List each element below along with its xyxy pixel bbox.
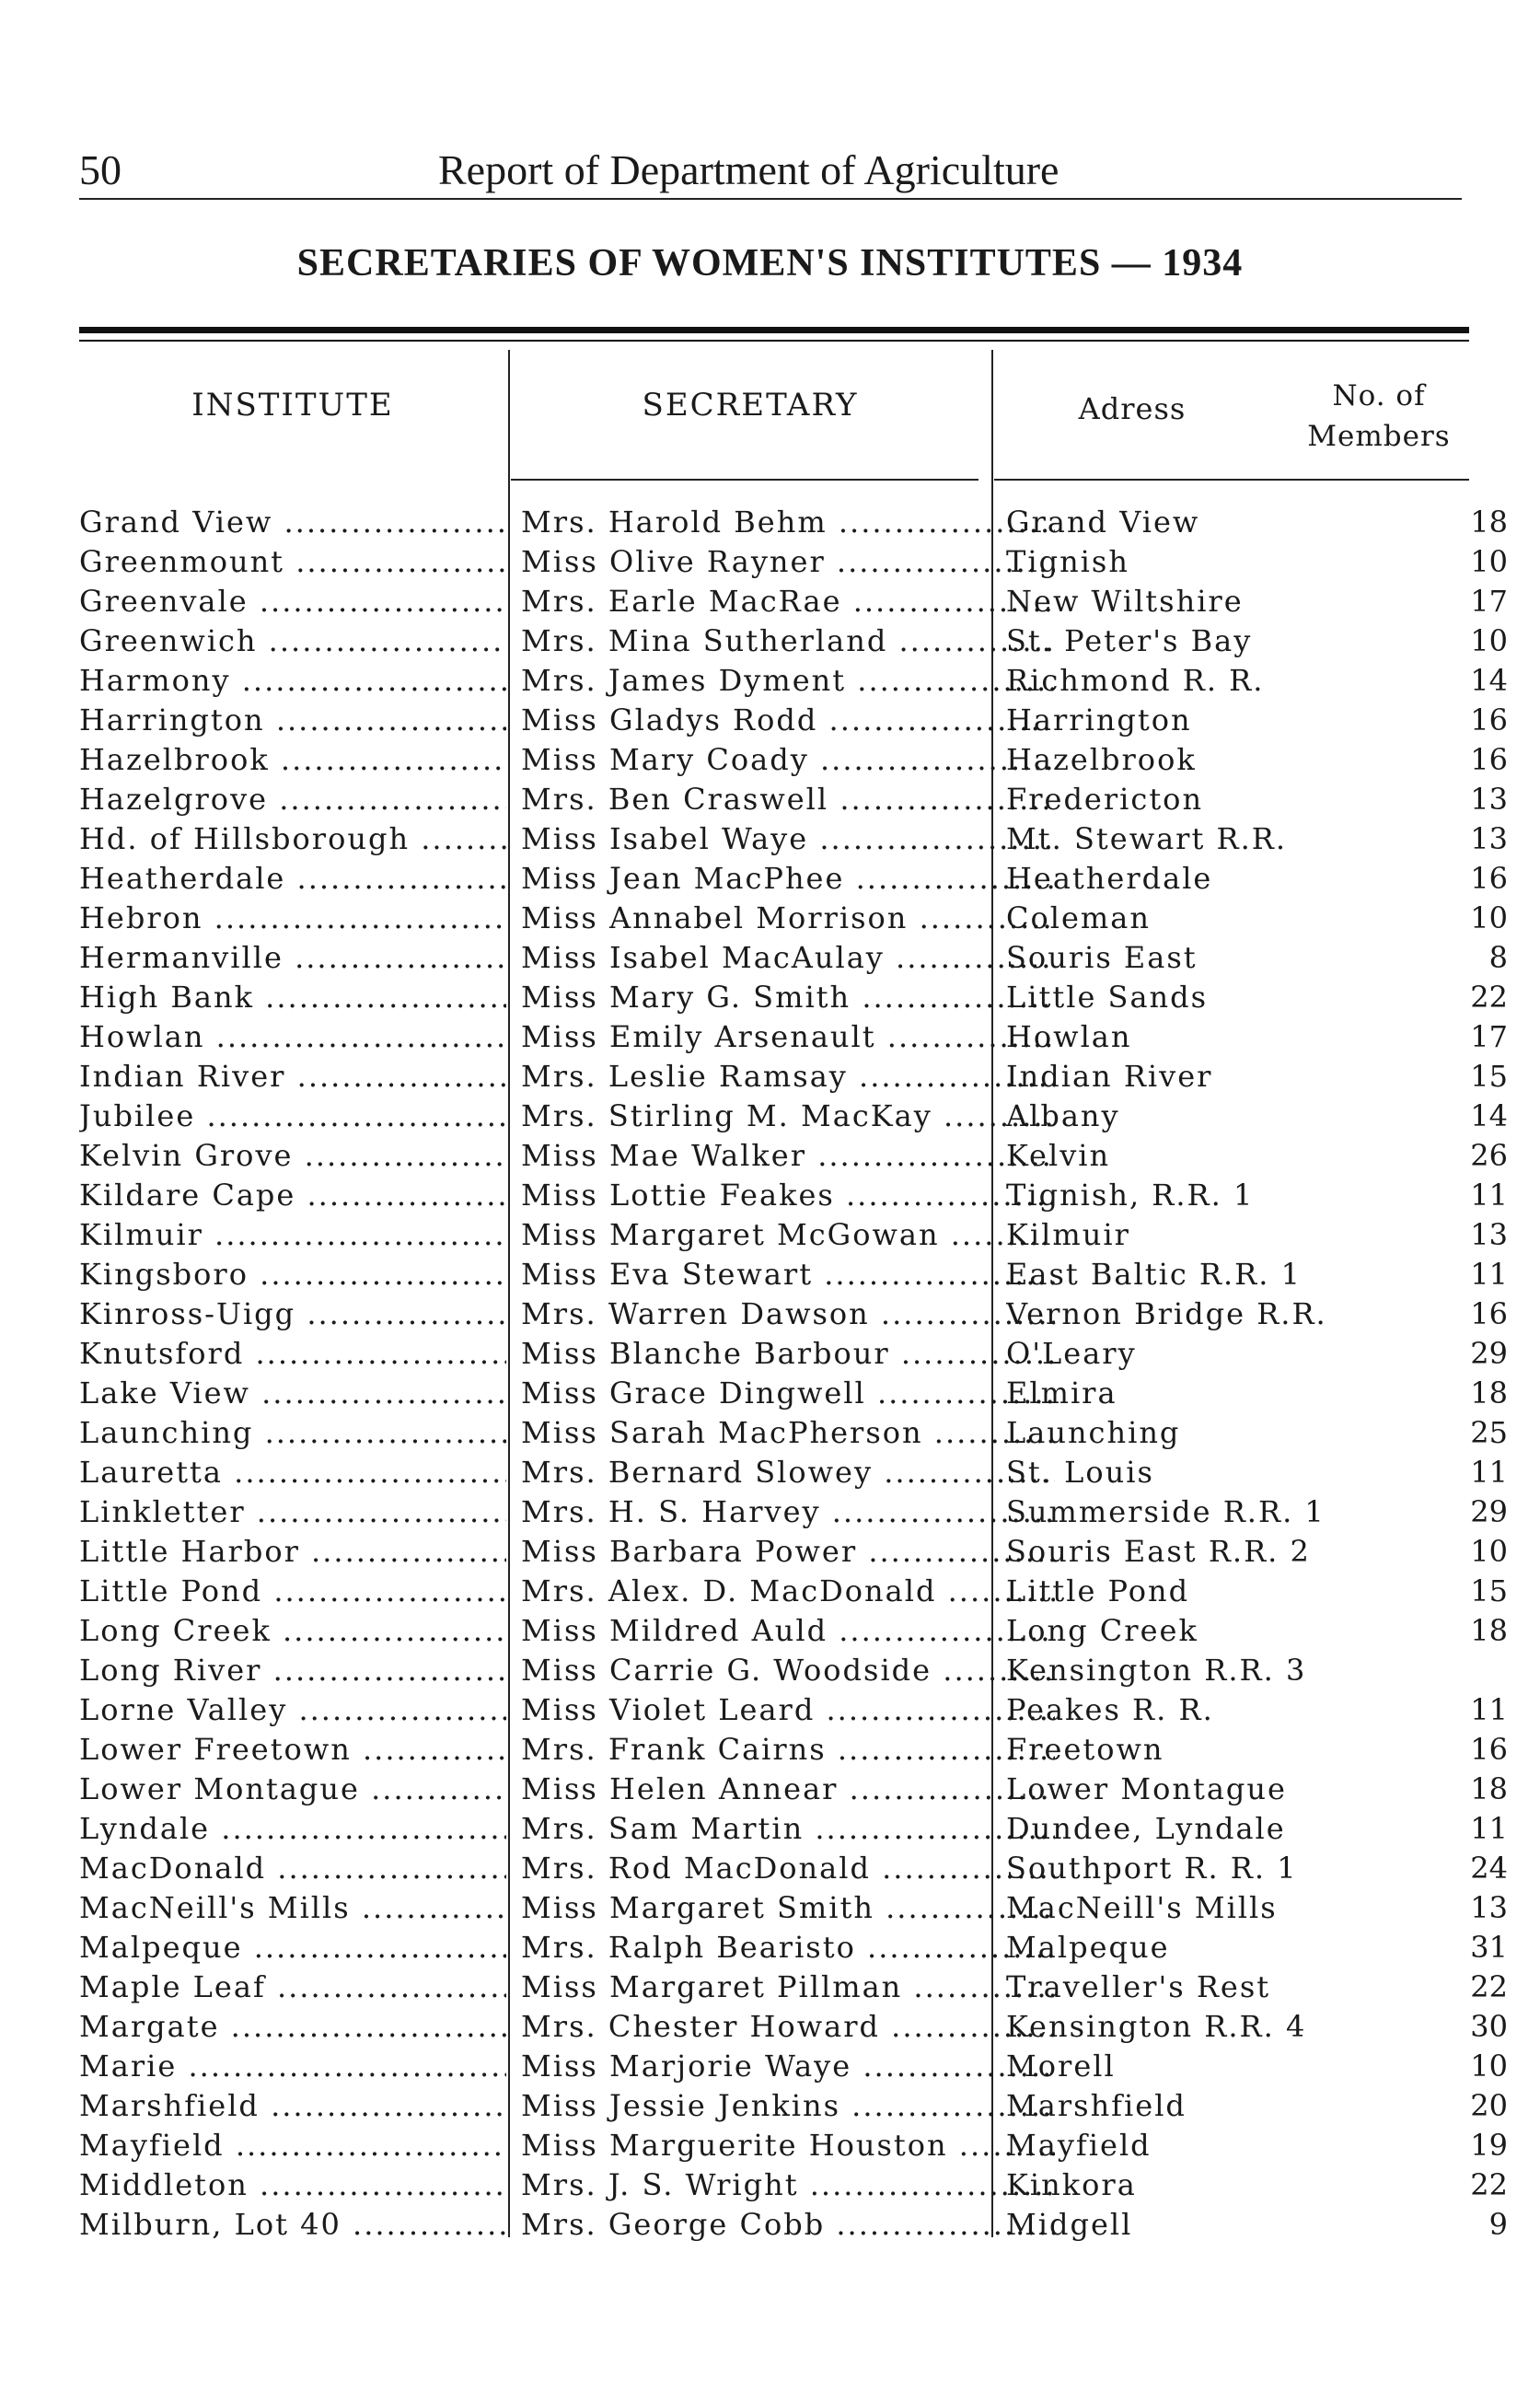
- address-cell: Indian River: [1006, 1059, 1213, 1094]
- table-row: [79, 1968, 1508, 2007]
- members-cell: 30: [1470, 2009, 1508, 2044]
- institute-cell: Harrington .....: [79, 701, 506, 740]
- members-cell: 18: [1470, 505, 1508, 540]
- secretary-cell: Mrs. Leslie Ramsay .....: [521, 1057, 1055, 1097]
- address-cell: Richmond R. R.: [1006, 663, 1265, 698]
- table-row: [79, 740, 1508, 780]
- secretary-cell: Miss Margaret Pillman .....: [521, 1968, 1055, 2007]
- institute-cell: Marie .....: [79, 2047, 506, 2086]
- secretary-cell: Mrs. Ralph Bearisto .....: [521, 1928, 1055, 1968]
- institute-cell: Jubilee .....: [79, 1097, 506, 1136]
- table-top-thin-rule: [79, 340, 1469, 342]
- address-cell: Tignish, R.R. 1: [1006, 1178, 1255, 1213]
- secretary-cell: Miss Marguerite Houston .....: [521, 2126, 1055, 2165]
- table-row: [79, 2165, 1508, 2205]
- institute-cell: Lower Freetown .....: [79, 1730, 506, 1770]
- table-row: [79, 2205, 1508, 2245]
- address-cell: Elmira: [1006, 1376, 1117, 1410]
- address-cell: Vernon Bridge R.R.: [1006, 1296, 1327, 1331]
- column-header-members-line2: Members: [1307, 420, 1451, 453]
- secretary-cell: Mrs. George Cobb .....: [521, 2205, 1055, 2245]
- members-cell: 16: [1470, 702, 1508, 737]
- members-cell: 13: [1470, 821, 1508, 856]
- secretary-cell: Miss Sarah MacPherson .....: [521, 1413, 1055, 1453]
- members-cell: 10: [1470, 900, 1508, 935]
- address-cell: Peakes R. R.: [1006, 1692, 1214, 1727]
- institute-cell: Hebron .....: [79, 899, 506, 938]
- institute-cell: MacDonald .....: [79, 1849, 506, 1888]
- table-row: [79, 819, 1508, 859]
- address-cell: Southport R. R. 1: [1006, 1851, 1298, 1886]
- institute-cell: Launching .....: [79, 1413, 506, 1453]
- institute-cell: Greenvale .....: [79, 582, 506, 621]
- members-cell: 18: [1470, 1613, 1508, 1648]
- institute-cell: High Bank .....: [79, 978, 506, 1017]
- column-header-address: Adress: [1078, 391, 1187, 426]
- institute-cell: Lyndale .....: [79, 1809, 506, 1849]
- table-row: [79, 1651, 1469, 1690]
- institute-cell: Heatherdale .....: [79, 859, 506, 899]
- table-row: [79, 1809, 1508, 1849]
- secretary-cell: Miss Mary Coady .....: [521, 740, 1055, 780]
- table-row: [79, 978, 1508, 1017]
- members-cell: 25: [1470, 1415, 1508, 1450]
- address-cell: New Wiltshire: [1006, 584, 1244, 619]
- secretary-cell: Mrs. Frank Cairns .....: [521, 1730, 1055, 1770]
- institute-cell: Malpeque .....: [79, 1928, 506, 1968]
- secretary-cell: Mrs. Alex. D. MacDonald .....: [521, 1572, 1055, 1611]
- institute-cell: Kilmuir .....: [79, 1215, 506, 1255]
- table-row: [79, 1176, 1508, 1215]
- page-header: [79, 136, 1462, 201]
- secretary-cell: Miss Gladys Rodd .....: [521, 701, 1055, 740]
- table-row: [79, 1572, 1508, 1611]
- secretary-cell: Miss Helen Annear .....: [521, 1770, 1055, 1809]
- table-row: [79, 2047, 1508, 2086]
- members-cell: 10: [1470, 1534, 1508, 1569]
- members-cell: 18: [1470, 1771, 1508, 1806]
- secretary-cell: Mrs. Bernard Slowey .....: [521, 1453, 1055, 1492]
- address-cell: Summerside R.R. 1: [1006, 1494, 1326, 1529]
- institute-cell: Lake View .....: [79, 1374, 506, 1413]
- members-cell: 22: [1470, 1969, 1508, 2004]
- table-row: [79, 1294, 1508, 1334]
- table-row: [79, 582, 1508, 621]
- secretary-cell: Mrs. James Dyment .....: [521, 661, 1055, 701]
- header-rule: [79, 198, 1462, 200]
- institute-cell: Long Creek .....: [79, 1611, 506, 1651]
- members-cell: 22: [1470, 2167, 1508, 2202]
- members-cell: 10: [1470, 544, 1508, 579]
- secretary-cell: Mrs. Harold Behm .....: [521, 503, 1055, 542]
- running-title: Report of Department of Agriculture: [438, 146, 1059, 193]
- table-row: [79, 1057, 1508, 1097]
- members-cell: 10: [1470, 2049, 1508, 2084]
- members-cell: 14: [1470, 1098, 1508, 1133]
- address-cell: Kensington R.R. 3: [1006, 1653, 1307, 1688]
- members-cell: 13: [1470, 782, 1508, 817]
- table-row: [79, 2007, 1508, 2047]
- secretary-cell: Miss Eva Stewart .....: [521, 1255, 1055, 1294]
- table-row: [79, 701, 1508, 740]
- members-cell: 14: [1470, 663, 1508, 698]
- institute-cell: Maple Leaf .....: [79, 1968, 506, 2007]
- secretary-cell: Mrs. Chester Howard .....: [521, 2007, 1055, 2047]
- members-cell: 26: [1470, 1138, 1508, 1173]
- secretaries-table: [79, 503, 1508, 2245]
- institute-cell: Hermanville .....: [79, 938, 506, 978]
- institute-cell: Kinross-Uigg .....: [79, 1294, 506, 1334]
- address-cell: MacNeill's Mills: [1006, 1890, 1278, 1925]
- address-cell: Long Creek: [1006, 1613, 1198, 1648]
- institute-cell: Middleton .....: [79, 2165, 506, 2205]
- secretary-cell: Miss Olive Rayner .....: [521, 542, 1055, 582]
- institute-cell: Harmony .....: [79, 661, 506, 701]
- column-header-institute: INSTITUTE: [191, 387, 394, 424]
- secretary-header-rule: [511, 479, 978, 481]
- address-cell: Little Pond: [1006, 1573, 1190, 1608]
- secretary-cell: Miss Blanche Barbour .....: [521, 1334, 1055, 1374]
- table-row: [79, 661, 1508, 701]
- address-cell: Marshfield: [1006, 2088, 1187, 2123]
- institute-cell: Lower Montague .....: [79, 1770, 506, 1809]
- members-cell: 19: [1470, 2128, 1508, 2163]
- institute-cell: Mayfield .....: [79, 2126, 506, 2165]
- address-cell: Lower Montague: [1006, 1771, 1287, 1806]
- institute-cell: Lauretta .....: [79, 1453, 506, 1492]
- institute-cell: Lorne Valley .....: [79, 1690, 506, 1730]
- secretary-cell: Miss Isabel Waye .....: [521, 819, 1055, 859]
- address-cell: Traveller's Rest: [1006, 1969, 1271, 2004]
- members-cell: 13: [1470, 1217, 1508, 1252]
- secretary-cell: Miss Mae Walker .....: [521, 1136, 1055, 1176]
- secretary-cell: Mrs. H. S. Harvey .....: [521, 1492, 1055, 1532]
- institute-cell: Milburn, Lot 40 .....: [79, 2205, 506, 2245]
- address-cell: Little Sands: [1006, 980, 1209, 1015]
- address-cell: Coleman: [1006, 900, 1151, 935]
- table-row: [79, 1215, 1508, 1255]
- table-top-thick-rule: [79, 327, 1469, 333]
- table-row: [79, 938, 1508, 978]
- members-cell: 11: [1470, 1178, 1508, 1213]
- address-header-rule: [994, 479, 1469, 481]
- table-row: [79, 2086, 1508, 2126]
- column-header-members: [1289, 376, 1469, 457]
- table-row: [79, 1334, 1508, 1374]
- members-cell: 16: [1470, 1296, 1508, 1331]
- secretary-cell: Miss Margaret McGowan .....: [521, 1215, 1055, 1255]
- table-row: [79, 1532, 1508, 1572]
- address-cell: O'Leary: [1006, 1336, 1137, 1371]
- address-cell: Kensington R.R. 4: [1006, 2009, 1307, 2044]
- table-row: [79, 2126, 1508, 2165]
- secretary-cell: Mrs. Stirling M. MacKay .....: [521, 1097, 1055, 1136]
- members-cell: 10: [1470, 623, 1508, 658]
- table-row: [79, 859, 1508, 899]
- secretary-cell: Mrs. Ben Craswell .....: [521, 780, 1055, 819]
- members-cell: 9: [1488, 2207, 1508, 2242]
- members-cell: 24: [1470, 1851, 1508, 1886]
- table-row: [79, 1690, 1508, 1730]
- institute-cell: Greenwich .....: [79, 621, 506, 661]
- secretary-cell: Mrs. Rod MacDonald .....: [521, 1849, 1055, 1888]
- members-cell: 31: [1470, 1930, 1508, 1965]
- address-cell: Tignish: [1006, 544, 1129, 579]
- table-row: [79, 503, 1508, 542]
- institute-cell: Grand View .....: [79, 503, 506, 542]
- address-cell: Howlan: [1006, 1019, 1132, 1054]
- members-cell: 16: [1470, 861, 1508, 896]
- secretary-cell: Miss Mary G. Smith .....: [521, 978, 1055, 1017]
- secretary-cell: Miss Barbara Power .....: [521, 1532, 1055, 1572]
- secretary-cell: Miss Carrie G. Woodside .....: [521, 1651, 1055, 1690]
- table-row: [79, 542, 1508, 582]
- members-cell: 29: [1470, 1336, 1508, 1371]
- address-cell: Malpeque: [1006, 1930, 1170, 1965]
- secretary-cell: Miss Annabel Morrison .....: [521, 899, 1055, 938]
- institute-cell: Indian River .....: [79, 1057, 506, 1097]
- table-row: [79, 1097, 1508, 1136]
- members-cell: 16: [1470, 1732, 1508, 1767]
- institute-cell: Linkletter .....: [79, 1492, 506, 1532]
- table-row: [79, 1770, 1508, 1809]
- table-row: [79, 1888, 1508, 1928]
- table-row: [79, 1255, 1508, 1294]
- address-cell: Albany: [1006, 1098, 1120, 1133]
- table-row: [79, 780, 1508, 819]
- secretary-cell: Miss Emily Arsenault .....: [521, 1017, 1055, 1057]
- address-cell: Launching: [1006, 1415, 1181, 1450]
- institute-cell: Margate .....: [79, 2007, 506, 2047]
- address-cell: Hazelbrook: [1006, 742, 1197, 777]
- secretary-cell: Miss Jean MacPhee .....: [521, 859, 1055, 899]
- members-cell: 11: [1470, 1455, 1508, 1490]
- institute-cell: Hazelgrove .....: [79, 780, 506, 819]
- address-cell: Fredericton: [1006, 782, 1204, 817]
- members-cell: 8: [1488, 940, 1508, 975]
- institute-cell: Kelvin Grove .....: [79, 1136, 506, 1176]
- address-cell: St. Peter's Bay: [1006, 623, 1253, 658]
- page-number: 50: [79, 146, 122, 193]
- table-row: [79, 899, 1508, 938]
- secretary-cell: Mrs. Earle MacRae .....: [521, 582, 1055, 621]
- table-row: [79, 1136, 1508, 1176]
- table-row: [79, 1374, 1508, 1413]
- table-row: [79, 1849, 1508, 1888]
- address-cell: Souris East: [1006, 940, 1198, 975]
- members-cell: 13: [1470, 1890, 1508, 1925]
- address-cell: Mt. Stewart R.R.: [1006, 821, 1288, 856]
- address-cell: Freetown: [1006, 1732, 1164, 1767]
- secretary-cell: Miss Margaret Smith .....: [521, 1888, 1055, 1928]
- institute-cell: Long River .....: [79, 1651, 506, 1690]
- members-cell: 16: [1470, 742, 1508, 777]
- members-cell: 17: [1470, 584, 1508, 619]
- members-cell: 11: [1470, 1257, 1508, 1292]
- secretary-cell: Miss Isabel MacAulay .....: [521, 938, 1055, 978]
- address-cell: St. Louis: [1006, 1455, 1154, 1490]
- institute-cell: Little Pond .....: [79, 1572, 506, 1611]
- secretary-cell: Miss Jessie Jenkins .....: [521, 2086, 1055, 2126]
- table-row: [79, 1413, 1508, 1453]
- institute-cell: Hazelbrook .....: [79, 740, 506, 780]
- members-cell: 11: [1470, 1811, 1508, 1846]
- address-cell: Kilmuir: [1006, 1217, 1130, 1252]
- column-header-secretary: SECRETARY: [642, 387, 859, 424]
- address-cell: East Baltic R.R. 1: [1006, 1257, 1302, 1292]
- table-row: [79, 1453, 1508, 1492]
- secretary-cell: Miss Mildred Auld .....: [521, 1611, 1055, 1651]
- page-title: SECRETARIES OF WOMEN'S INSTITUTES — 1934: [296, 242, 1244, 284]
- institute-cell: MacNeill's Mills .....: [79, 1888, 506, 1928]
- column-header-members-line1: No. of: [1332, 379, 1426, 412]
- address-cell: Grand View: [1006, 505, 1200, 540]
- institute-cell: Kingsboro .....: [79, 1255, 506, 1294]
- address-cell: Kinkora: [1006, 2167, 1137, 2202]
- institute-cell: Knutsford .....: [79, 1334, 506, 1374]
- members-cell: 15: [1470, 1573, 1508, 1608]
- table-row: [79, 1611, 1508, 1651]
- address-cell: Midgell: [1006, 2207, 1133, 2242]
- members-cell: 20: [1470, 2088, 1508, 2123]
- members-cell: 29: [1470, 1494, 1508, 1529]
- address-cell: Dundee, Lyndale: [1006, 1811, 1286, 1846]
- secretary-cell: Mrs. J. S. Wright .....: [521, 2165, 1055, 2205]
- address-cell: Kelvin: [1006, 1138, 1111, 1173]
- institute-cell: Hd. of Hillsborough .....: [79, 819, 506, 859]
- address-cell: Harrington: [1006, 702, 1192, 737]
- members-cell: 11: [1470, 1692, 1508, 1727]
- secretary-cell: Miss Violet Leard .....: [521, 1690, 1055, 1730]
- table-row: [79, 1492, 1508, 1532]
- table-row: [79, 1730, 1508, 1770]
- members-cell: 17: [1470, 1019, 1508, 1054]
- table-row: [79, 621, 1508, 661]
- institute-cell: Kildare Cape .....: [79, 1176, 506, 1215]
- address-cell: Souris East R.R. 2: [1006, 1534, 1311, 1569]
- secretary-cell: Mrs. Warren Dawson .....: [521, 1294, 1055, 1334]
- institute-cell: Marshfield .....: [79, 2086, 506, 2126]
- address-cell: Morell: [1006, 2049, 1116, 2084]
- institute-cell: Greenmount .....: [79, 542, 506, 582]
- table-row: [79, 1017, 1508, 1057]
- secretary-cell: Miss Marjorie Waye .....: [521, 2047, 1055, 2086]
- institute-cell: Howlan .....: [79, 1017, 506, 1057]
- address-cell: Heatherdale: [1006, 861, 1213, 896]
- table-row: [79, 1928, 1508, 1968]
- secretary-cell: Mrs. Mina Sutherland .....: [521, 621, 1055, 661]
- institute-cell: Little Harbor .....: [79, 1532, 506, 1572]
- members-cell: 15: [1470, 1059, 1508, 1094]
- address-cell: Mayfield: [1006, 2128, 1152, 2163]
- secretary-cell: Miss Lottie Feakes .....: [521, 1176, 1055, 1215]
- members-cell: 22: [1470, 980, 1508, 1015]
- secretary-cell: Miss Grace Dingwell .....: [521, 1374, 1055, 1413]
- members-cell: 18: [1470, 1376, 1508, 1410]
- secretary-cell: Mrs. Sam Martin .....: [521, 1809, 1055, 1849]
